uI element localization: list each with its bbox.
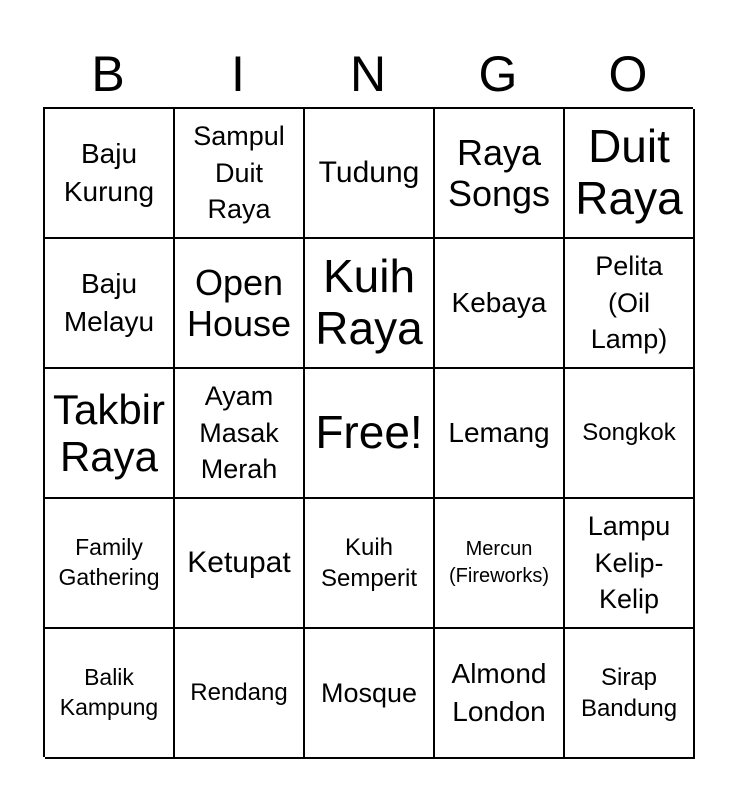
cell-label: Rendang [190, 679, 288, 707]
cell-label: Open House [186, 261, 292, 344]
bingo-cell[interactable] [305, 499, 435, 629]
cell-label: Mosque [320, 677, 418, 708]
bingo-cell[interactable] [45, 369, 175, 499]
cell-label: Balik Kampung [59, 664, 159, 720]
bingo-cell[interactable] [565, 369, 695, 499]
header-letter-n: N [349, 46, 387, 102]
bingo-cell[interactable] [565, 499, 695, 629]
cell-label: Takbir Raya [52, 385, 166, 480]
bingo-cell[interactable] [565, 239, 695, 369]
cell-label: Lampu Kelip- Kelip [587, 511, 671, 615]
bingo-cell[interactable] [45, 629, 175, 759]
cell-label: Ketupat [187, 546, 291, 579]
cell-label: Sampul Duit Raya [193, 121, 285, 225]
cell-label: Songkok [582, 419, 676, 447]
bingo-cell[interactable] [305, 239, 435, 369]
bingo-cell[interactable] [435, 499, 565, 629]
cell-label: Family Gathering [58, 534, 160, 590]
cell-label: Tudung [318, 156, 420, 189]
cell-label: Mercun (Fireworks) [449, 538, 549, 587]
bingo-cell[interactable] [175, 629, 305, 759]
bingo-cell[interactable] [435, 629, 565, 759]
bingo-header [43, 0, 693, 108]
bingo-cell[interactable] [435, 239, 565, 369]
bingo-cell[interactable] [175, 369, 305, 499]
bingo-cell[interactable] [175, 239, 305, 369]
cell-label: Lemang [448, 417, 550, 449]
bingo-cell[interactable] [45, 239, 175, 369]
cell-label: Pelita (Oil Lamp) [590, 251, 668, 355]
bingo-cell free-space[interactable] [305, 369, 435, 499]
cell-label: Kuih Semperit [320, 533, 418, 592]
cell-label: Baju Kurung [63, 138, 155, 207]
bingo-cell[interactable] [175, 109, 305, 239]
header-letter-i: I [231, 46, 245, 102]
bingo-cell[interactable] [45, 109, 175, 239]
header-letter-b: B [91, 46, 125, 102]
cell-label: Sirap Bandung [580, 663, 678, 722]
header-letter-g: G [478, 46, 518, 102]
bingo-cell[interactable] [305, 629, 435, 759]
header-letter-o: O [608, 46, 648, 102]
bingo-cell[interactable] [435, 109, 565, 239]
bingo-cell[interactable] [565, 109, 695, 239]
bingo-cell[interactable] [45, 499, 175, 629]
bingo-cell[interactable] [435, 369, 565, 499]
cell-label: Almond London [451, 658, 547, 727]
bingo-cell[interactable] [305, 109, 435, 239]
cell-label: Baju Melayu [63, 268, 155, 337]
cell-label: Kuih Raya [315, 250, 423, 354]
cell-label: Kebaya [451, 287, 547, 319]
cell-label: Duit Raya [575, 120, 683, 224]
bingo-cell[interactable] [175, 499, 305, 629]
cell-label: Ayam Masak Merah [199, 381, 279, 485]
cell-label: Free! [315, 406, 423, 459]
bingo-grid [43, 107, 693, 757]
cell-label: Raya Songs [447, 131, 551, 214]
bingo-cell[interactable] [565, 629, 695, 759]
